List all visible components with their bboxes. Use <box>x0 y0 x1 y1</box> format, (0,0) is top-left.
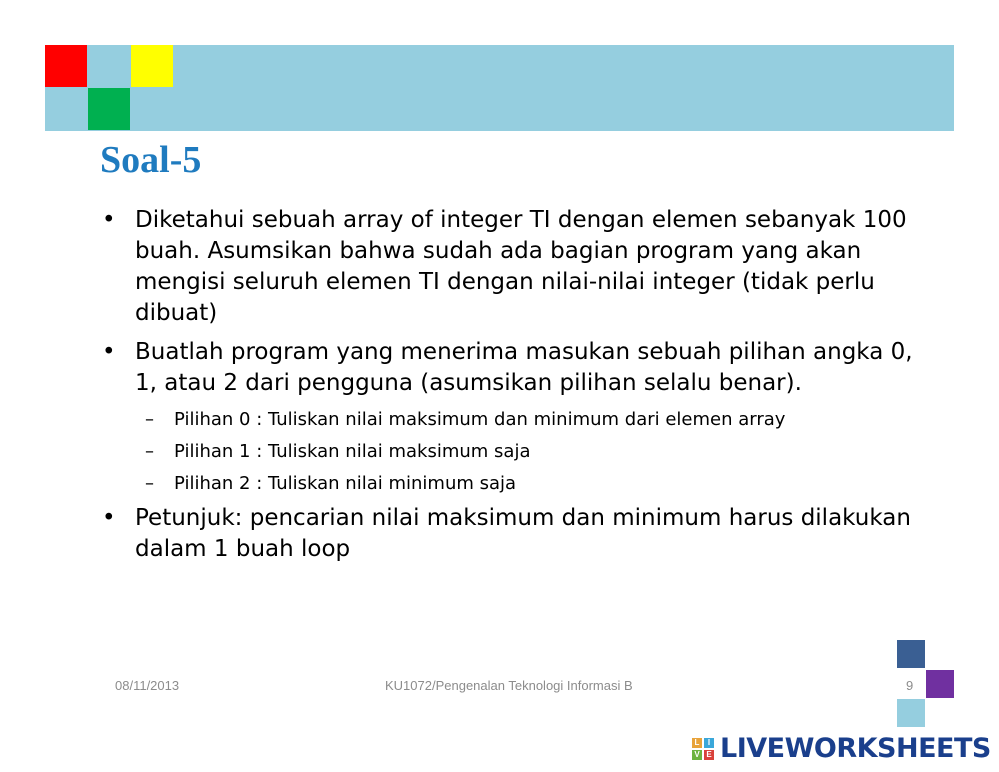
bullet-item <box>100 503 920 565</box>
footer-page-number: 9 <box>906 678 914 693</box>
slide-title: Soal-5 <box>100 139 202 181</box>
logo-cell: L <box>692 738 702 748</box>
navy-square-decoration <box>897 640 925 668</box>
liveworksheets-logo-icon <box>692 738 714 760</box>
sub-bullet-text: Pilihan 2 : Tuliskan nilai minimum saja <box>174 473 517 494</box>
lightblue-square-decoration <box>897 699 925 727</box>
red-square-decoration <box>45 45 87 87</box>
logo-cell: I <box>704 738 714 748</box>
bullet-item <box>100 205 920 329</box>
liveworksheets-text: LIVEWORKSHEETS <box>720 733 991 764</box>
purple-square-decoration <box>926 670 954 698</box>
liveworksheets-watermark[interactable] <box>692 733 991 764</box>
sub-bullet-text: Pilihan 1 : Tuliskan nilai maksimum saja <box>174 441 531 462</box>
header-bar <box>45 45 954 131</box>
footer-course: KU1072/Pengenalan Teknologi Informasi B <box>385 678 633 693</box>
bullet-text: Petunjuk: pencarian nilai maksimum dan minimum harus dilakukan dalam 1 buah loop <box>135 505 911 562</box>
footer-date: 08/11/2013 <box>115 678 180 693</box>
bullet-text: Diketahui sebuah array of integer TI dengan elemen sebanyak 100 buah. Asumsikan bahwa sudah ada bagian program yang akan mengisi seluruh elemen TI dengan nilai-nilai integer (tidak perlu dibuat) <box>135 207 907 326</box>
sub-bullet-item <box>100 471 920 497</box>
bullet-text: Buatlah program yang menerima masukan sebuah pilihan angka 0, 1, atau 2 dari pengguna (asumsikan pilihan selalu benar). <box>135 339 913 396</box>
bullet-marker: • <box>102 207 116 233</box>
sub-bullet-marker: – <box>145 409 154 430</box>
sub-bullet-item <box>100 407 920 433</box>
slide-content <box>100 205 920 573</box>
yellow-square-decoration <box>131 45 173 87</box>
bullet-marker: • <box>102 505 116 531</box>
bullet-marker: • <box>102 339 116 365</box>
logo-cell: V <box>692 750 702 760</box>
bullet-item <box>100 337 920 399</box>
sub-bullet-marker: – <box>145 441 154 462</box>
sub-bullet-marker: – <box>145 473 154 494</box>
logo-cell: E <box>704 750 714 760</box>
green-square-decoration <box>88 88 130 130</box>
sub-bullet-item <box>100 439 920 465</box>
sub-bullet-text: Pilihan 0 : Tuliskan nilai maksimum dan minimum dari elemen array <box>174 409 786 430</box>
